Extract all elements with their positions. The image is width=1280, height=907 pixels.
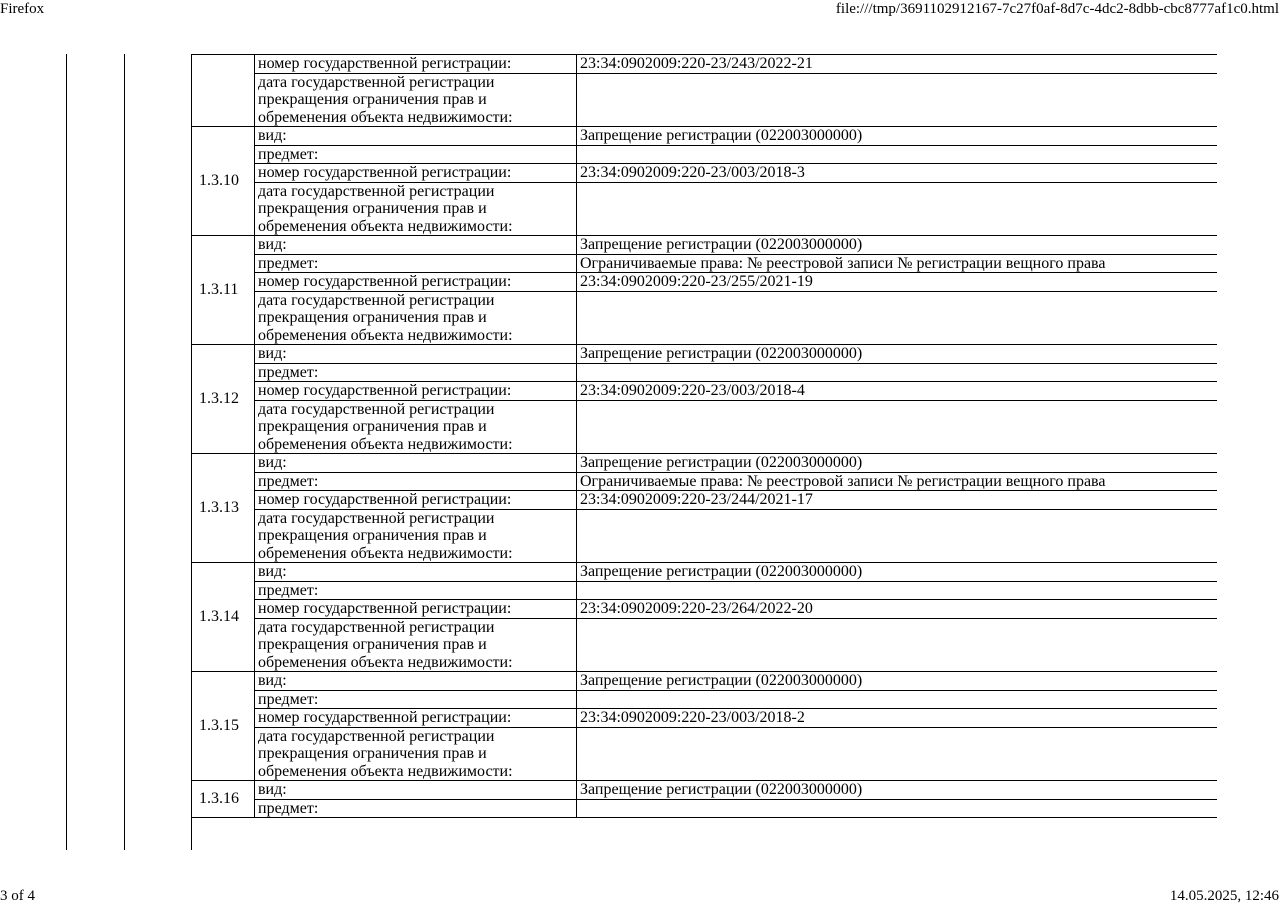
table-row	[192, 363, 1218, 382]
table-row	[192, 345, 1218, 364]
value-nomer: 23:34:0902009:220-23/243/2022-21	[577, 55, 1218, 74]
label-vid: вид:	[255, 127, 577, 146]
column-border-line	[124, 54, 125, 850]
table-row	[192, 672, 1218, 691]
label-data: дата государственной регистрации прекращения ограничения прав и обременения объекта недвижимости:	[255, 400, 577, 454]
entry-number: 1.3.16	[192, 781, 255, 818]
page-indicator: 3 of 4	[0, 888, 35, 904]
table-row	[192, 254, 1218, 273]
value-predmet	[577, 363, 1218, 382]
value-predmet: Ограничиваемые права: № реестровой записи № регистрации вещного права	[577, 254, 1218, 273]
label-vid: вид:	[255, 781, 577, 800]
label-nomer: номер государственной регистрации:	[255, 382, 577, 401]
entry-number: 1.3.12	[192, 345, 255, 454]
value-predmet: Ограничиваемые права: № реестровой записи № регистрации вещного права	[577, 472, 1218, 491]
entry-number-cell	[192, 55, 255, 127]
label-vid: вид:	[255, 672, 577, 691]
label-predmet: предмет:	[255, 472, 577, 491]
print-datetime: 14.05.2025, 12:46	[1169, 888, 1279, 904]
label-data: дата государственной регистрации прекращения ограничения прав и обременения объекта недвижимости:	[255, 727, 577, 781]
table-left-border	[191, 54, 192, 850]
label-nomer: номер государственной регистрации:	[255, 491, 577, 510]
value-predmet	[577, 145, 1218, 164]
value-data	[577, 182, 1218, 236]
table-row	[192, 690, 1218, 709]
label-nomer: номер государственной регистрации:	[255, 55, 577, 74]
entry-number: 1.3.10	[192, 127, 255, 236]
page-url: file:///tmp/3691102912167-7c27f0af-8d7c-4dc2-8dbb-cbc8777af1c0.html	[835, 1, 1279, 17]
encumbrance-table	[191, 54, 1217, 818]
table-row	[192, 145, 1218, 164]
table-row	[192, 618, 1218, 672]
table-row	[192, 273, 1218, 292]
table-row	[192, 73, 1218, 127]
label-predmet: предмет:	[255, 363, 577, 382]
value-nomer: 23:34:0902009:220-23/003/2018-4	[577, 382, 1218, 401]
label-predmet: предмет:	[255, 145, 577, 164]
value-vid: Запрещение регистрации (022003000000)	[577, 672, 1218, 691]
label-vid: вид:	[255, 563, 577, 582]
value-data	[577, 73, 1218, 127]
value-vid: Запрещение регистрации (022003000000)	[577, 454, 1218, 473]
value-predmet	[577, 690, 1218, 709]
value-data	[577, 727, 1218, 781]
entry-number: 1.3.15	[192, 672, 255, 781]
value-vid: Запрещение регистрации (022003000000)	[577, 781, 1218, 800]
label-predmet: предмет:	[255, 254, 577, 273]
table-row	[192, 382, 1218, 401]
label-vid: вид:	[255, 454, 577, 473]
table-row	[192, 182, 1218, 236]
label-predmet: предмет:	[255, 690, 577, 709]
label-nomer: номер государственной регистрации:	[255, 600, 577, 619]
table-row	[192, 581, 1218, 600]
table-row	[192, 600, 1218, 619]
label-vid: вид:	[255, 345, 577, 364]
value-nomer: 23:34:0902009:220-23/244/2021-17	[577, 491, 1218, 510]
document-page	[191, 54, 1217, 850]
value-nomer: 23:34:0902009:220-23/264/2022-20	[577, 600, 1218, 619]
label-vid: вид:	[255, 236, 577, 255]
browser-app-name: Firefox	[0, 1, 45, 17]
table-row	[192, 781, 1218, 800]
label-predmet: предмет:	[255, 799, 577, 818]
value-predmet	[577, 581, 1218, 600]
table-row	[192, 563, 1218, 582]
value-vid: Запрещение регистрации (022003000000)	[577, 563, 1218, 582]
table-row	[192, 164, 1218, 183]
value-data	[577, 291, 1218, 345]
table-row	[192, 236, 1218, 255]
value-vid: Запрещение регистрации (022003000000)	[577, 127, 1218, 146]
value-data	[577, 618, 1218, 672]
label-nomer: номер государственной регистрации:	[255, 709, 577, 728]
table-row	[192, 491, 1218, 510]
value-vid: Запрещение регистрации (022003000000)	[577, 236, 1218, 255]
table-row	[192, 509, 1218, 563]
label-data: дата государственной регистрации прекращения ограничения прав и обременения объекта недвижимости:	[255, 509, 577, 563]
table-row	[192, 799, 1218, 818]
label-data: дата государственной регистрации прекращения ограничения прав и обременения объекта недвижимости:	[255, 73, 577, 127]
value-predmet	[577, 799, 1218, 818]
table-row	[192, 727, 1218, 781]
entry-number: 1.3.11	[192, 236, 255, 345]
label-data: дата государственной регистрации прекращения ограничения прав и обременения объекта недвижимости:	[255, 182, 577, 236]
value-nomer: 23:34:0902009:220-23/003/2018-3	[577, 164, 1218, 183]
table-row	[192, 127, 1218, 146]
table-row	[192, 55, 1218, 74]
table-row	[192, 400, 1218, 454]
label-nomer: номер государственной регистрации:	[255, 164, 577, 183]
label-data: дата государственной регистрации прекращения ограничения прав и обременения объекта недвижимости:	[255, 291, 577, 345]
value-nomer: 23:34:0902009:220-23/003/2018-2	[577, 709, 1218, 728]
label-predmet: предмет:	[255, 581, 577, 600]
table-row	[192, 472, 1218, 491]
entry-number: 1.3.14	[192, 563, 255, 672]
label-data: дата государственной регистрации прекращения ограничения прав и обременения объекта недвижимости:	[255, 618, 577, 672]
table-row	[192, 709, 1218, 728]
table-row	[192, 454, 1218, 473]
value-vid: Запрещение регистрации (022003000000)	[577, 345, 1218, 364]
table-row	[192, 291, 1218, 345]
column-border-line	[66, 54, 67, 850]
value-data	[577, 509, 1218, 563]
value-data	[577, 400, 1218, 454]
entry-number: 1.3.13	[192, 454, 255, 563]
value-nomer: 23:34:0902009:220-23/255/2021-19	[577, 273, 1218, 292]
label-nomer: номер государственной регистрации:	[255, 273, 577, 292]
